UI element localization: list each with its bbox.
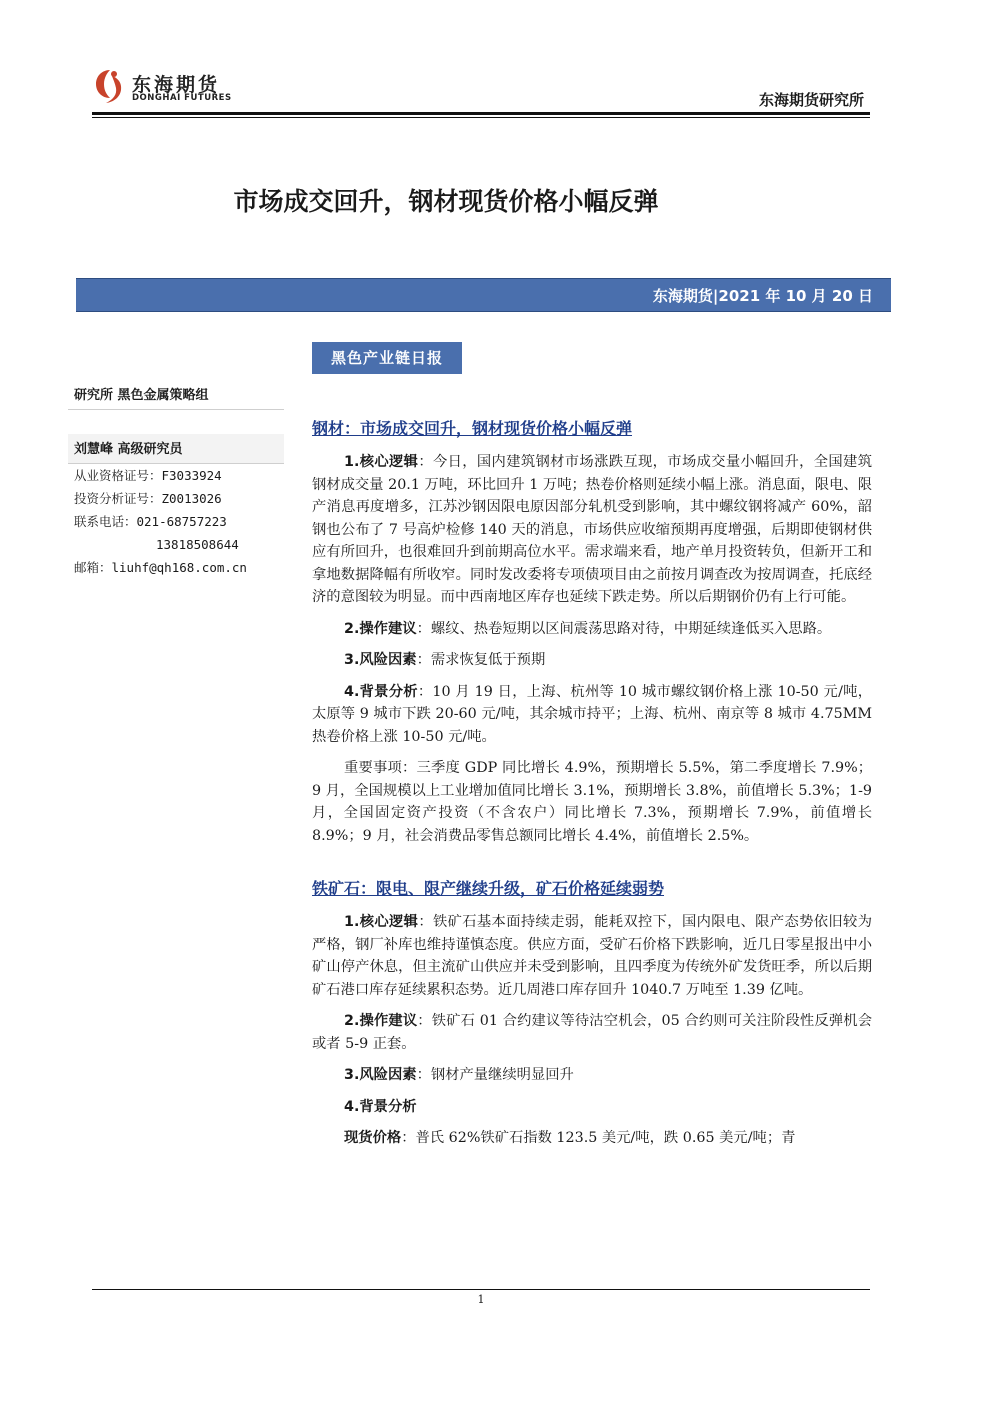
paragraph-key-events [312,757,872,847]
paragraph-text: 钢材产量继续明显回升 [430,1067,574,1083]
paragraph-label: 2.操作建议 [344,620,417,637]
paragraph-text: 需求恢复低于预期 [430,652,546,668]
report-type-badge: 黑色产业链日报 [312,342,462,374]
logo-english-name: DONGHAI FUTURES [132,93,232,103]
paragraph-label: 1.核心逻辑 [344,914,419,930]
analyst-block [68,434,284,464]
contact-phone: 联系电话：021-68757223 [74,514,227,529]
analyst-name: 刘慧峰 高级研究员 [68,434,284,464]
paragraph-label: 3.风险因素 [344,1067,417,1083]
contact-mobile: 13818508644 [156,537,239,552]
date-band [76,278,891,312]
label-separator: ： [401,1130,416,1146]
paragraph-text: 螺纹、热卷短期以区间震荡思路对待，中期延续逢低买入思路。 [430,620,832,637]
label-separator: ： [417,683,433,700]
qualification-number: 从业资格证号：F3033924 [74,468,222,483]
report-body [312,412,872,1159]
report-title: 市场成交回升，钢材现货价格小幅反弹 [233,187,659,216]
report-date: 东海期货|2021 年 10 月 20 日 [652,287,873,305]
company-logo [92,66,232,110]
paragraph-label: 4.背景分析 [344,1098,417,1115]
paragraph-label: 4.背景分析 [344,683,418,700]
section-title: 铁矿石：限电、限产继续升级，矿石价格延续弱势 [312,879,665,898]
logo-mark-icon [92,66,128,108]
analysis-certificate: 投资分析证号：Z0013026 [74,491,222,506]
header-rule-thin [92,117,870,118]
header-institute: 东海期货研究所 [758,91,864,109]
page-number: 1 [477,1293,485,1306]
paragraph-spot-price [312,1127,872,1150]
paragraph-operation [312,618,872,641]
section-title: 钢材：市场成交回升，钢材现货价格小幅反弹 [312,419,633,438]
paragraph-label: 3.风险因素 [344,652,417,668]
paragraph-text: 铁矿石基本面持续走弱，能耗双控下，国内限电、限产态势依旧较为严格，钢厂补库也维持谨慎态度。供应方面，受矿石价格下跌影响，近几日零星报出中小矿山停产休息，但主流矿山供应并未受到影响，且四季度为传统外矿发货旺季，所以后期矿石港口库存延续累积态势。近几周港口库存回升 1040.7 万吨至 1.39 亿吨。 [312,914,872,998]
label-separator: ： [418,914,433,930]
label-separator: ： [416,1067,431,1083]
paragraph-text: 铁矿石 01 合约建议等待沽空机会，05 合约则可关注阶段性反弹机会或者 5-9 正套。 [312,1013,873,1052]
paragraph-text: 今日，国内建筑钢材市场涨跌互现，市场成交量小幅回升，全国建筑钢材成交量 20.1 万吨，环比回升 1 万吨；热卷价格则延续小幅上涨。消息面，限电、限产消息再度增多，江苏沙钢因限电原因部分轧机受到影响，其中螺纹钢将减产 60%，韶钢也公布了 7 号高炉检修 140 天的消息，市场供应收缩预期再度增强，后期即使钢材供应有所回升，也很难回升到前期高位水平。需求端来看，地产单月投资转负，但新开工和拿地数据降幅有所收窄。同时发改委将专项债项目由之前按月调查改为按周调查，托底经济的意图较为明显。而中西南地区库存也延续下跌走势。所以后期钢价仍有上行可能。 [312,454,872,605]
paragraph-background [312,1096,872,1119]
label-separator: ： [417,1013,432,1029]
paragraph-core-logic [312,451,872,609]
paragraph-background [312,681,872,749]
paragraph-text: 普氏 62%铁矿石指数 123.5 美元/吨，跌 0.65 美元/吨；青 [415,1130,796,1146]
footer-rule [92,1289,870,1290]
contact-email: 邮箱：liuhf@qh168.com.cn [74,560,247,575]
paragraph-label: 2.操作建议 [344,1013,418,1029]
paragraph-text: 10 月 19 日，上海、杭州等 10 城市螺纹钢价格上涨 10-50 元/吨，太原等 9 城市下跌 20-60 元/吨，其余城市持平；上海、杭州、南京等 8 城市 4.75MM 热卷价格上涨 10-50 元/吨。 [312,683,872,745]
section-iron-ore [312,876,872,1150]
paragraph-risk [312,1064,872,1087]
author-sidebar [68,380,284,579]
section-steel [312,416,872,847]
paragraph-operation [312,1010,872,1055]
section-gap [312,856,872,872]
research-team: 研究所 黑色金属策略组 [68,380,284,410]
label-separator: ： [416,652,431,668]
paragraph-text: 重要事项：三季度 GDP 同比增长 4.9%，预期增长 5.5%，第二季度增长 7.9%；9 月，全国规模以上工业增加值同比增长 3.1%，预期增长 3.8%，前值增长 5.3%；1-9 月，全国固定资产投资（不含农户）同比增长 7.3%，预期增长 7.9%，前值增长 8.9%；9 月，社会消费品零售总额同比增长 4.4%，前值增长 2.5%。 [312,760,872,844]
paragraph-label: 现货价格 [344,1130,402,1146]
paragraph-label: 1.核心逻辑 [344,454,419,470]
label-separator: ： [418,454,433,470]
header-rule [92,112,870,115]
label-separator: ： [416,620,431,637]
paragraph-core-logic [312,911,872,1001]
logo-chinese-name: 东海期货 [132,74,221,96]
paragraph-risk [312,649,872,672]
